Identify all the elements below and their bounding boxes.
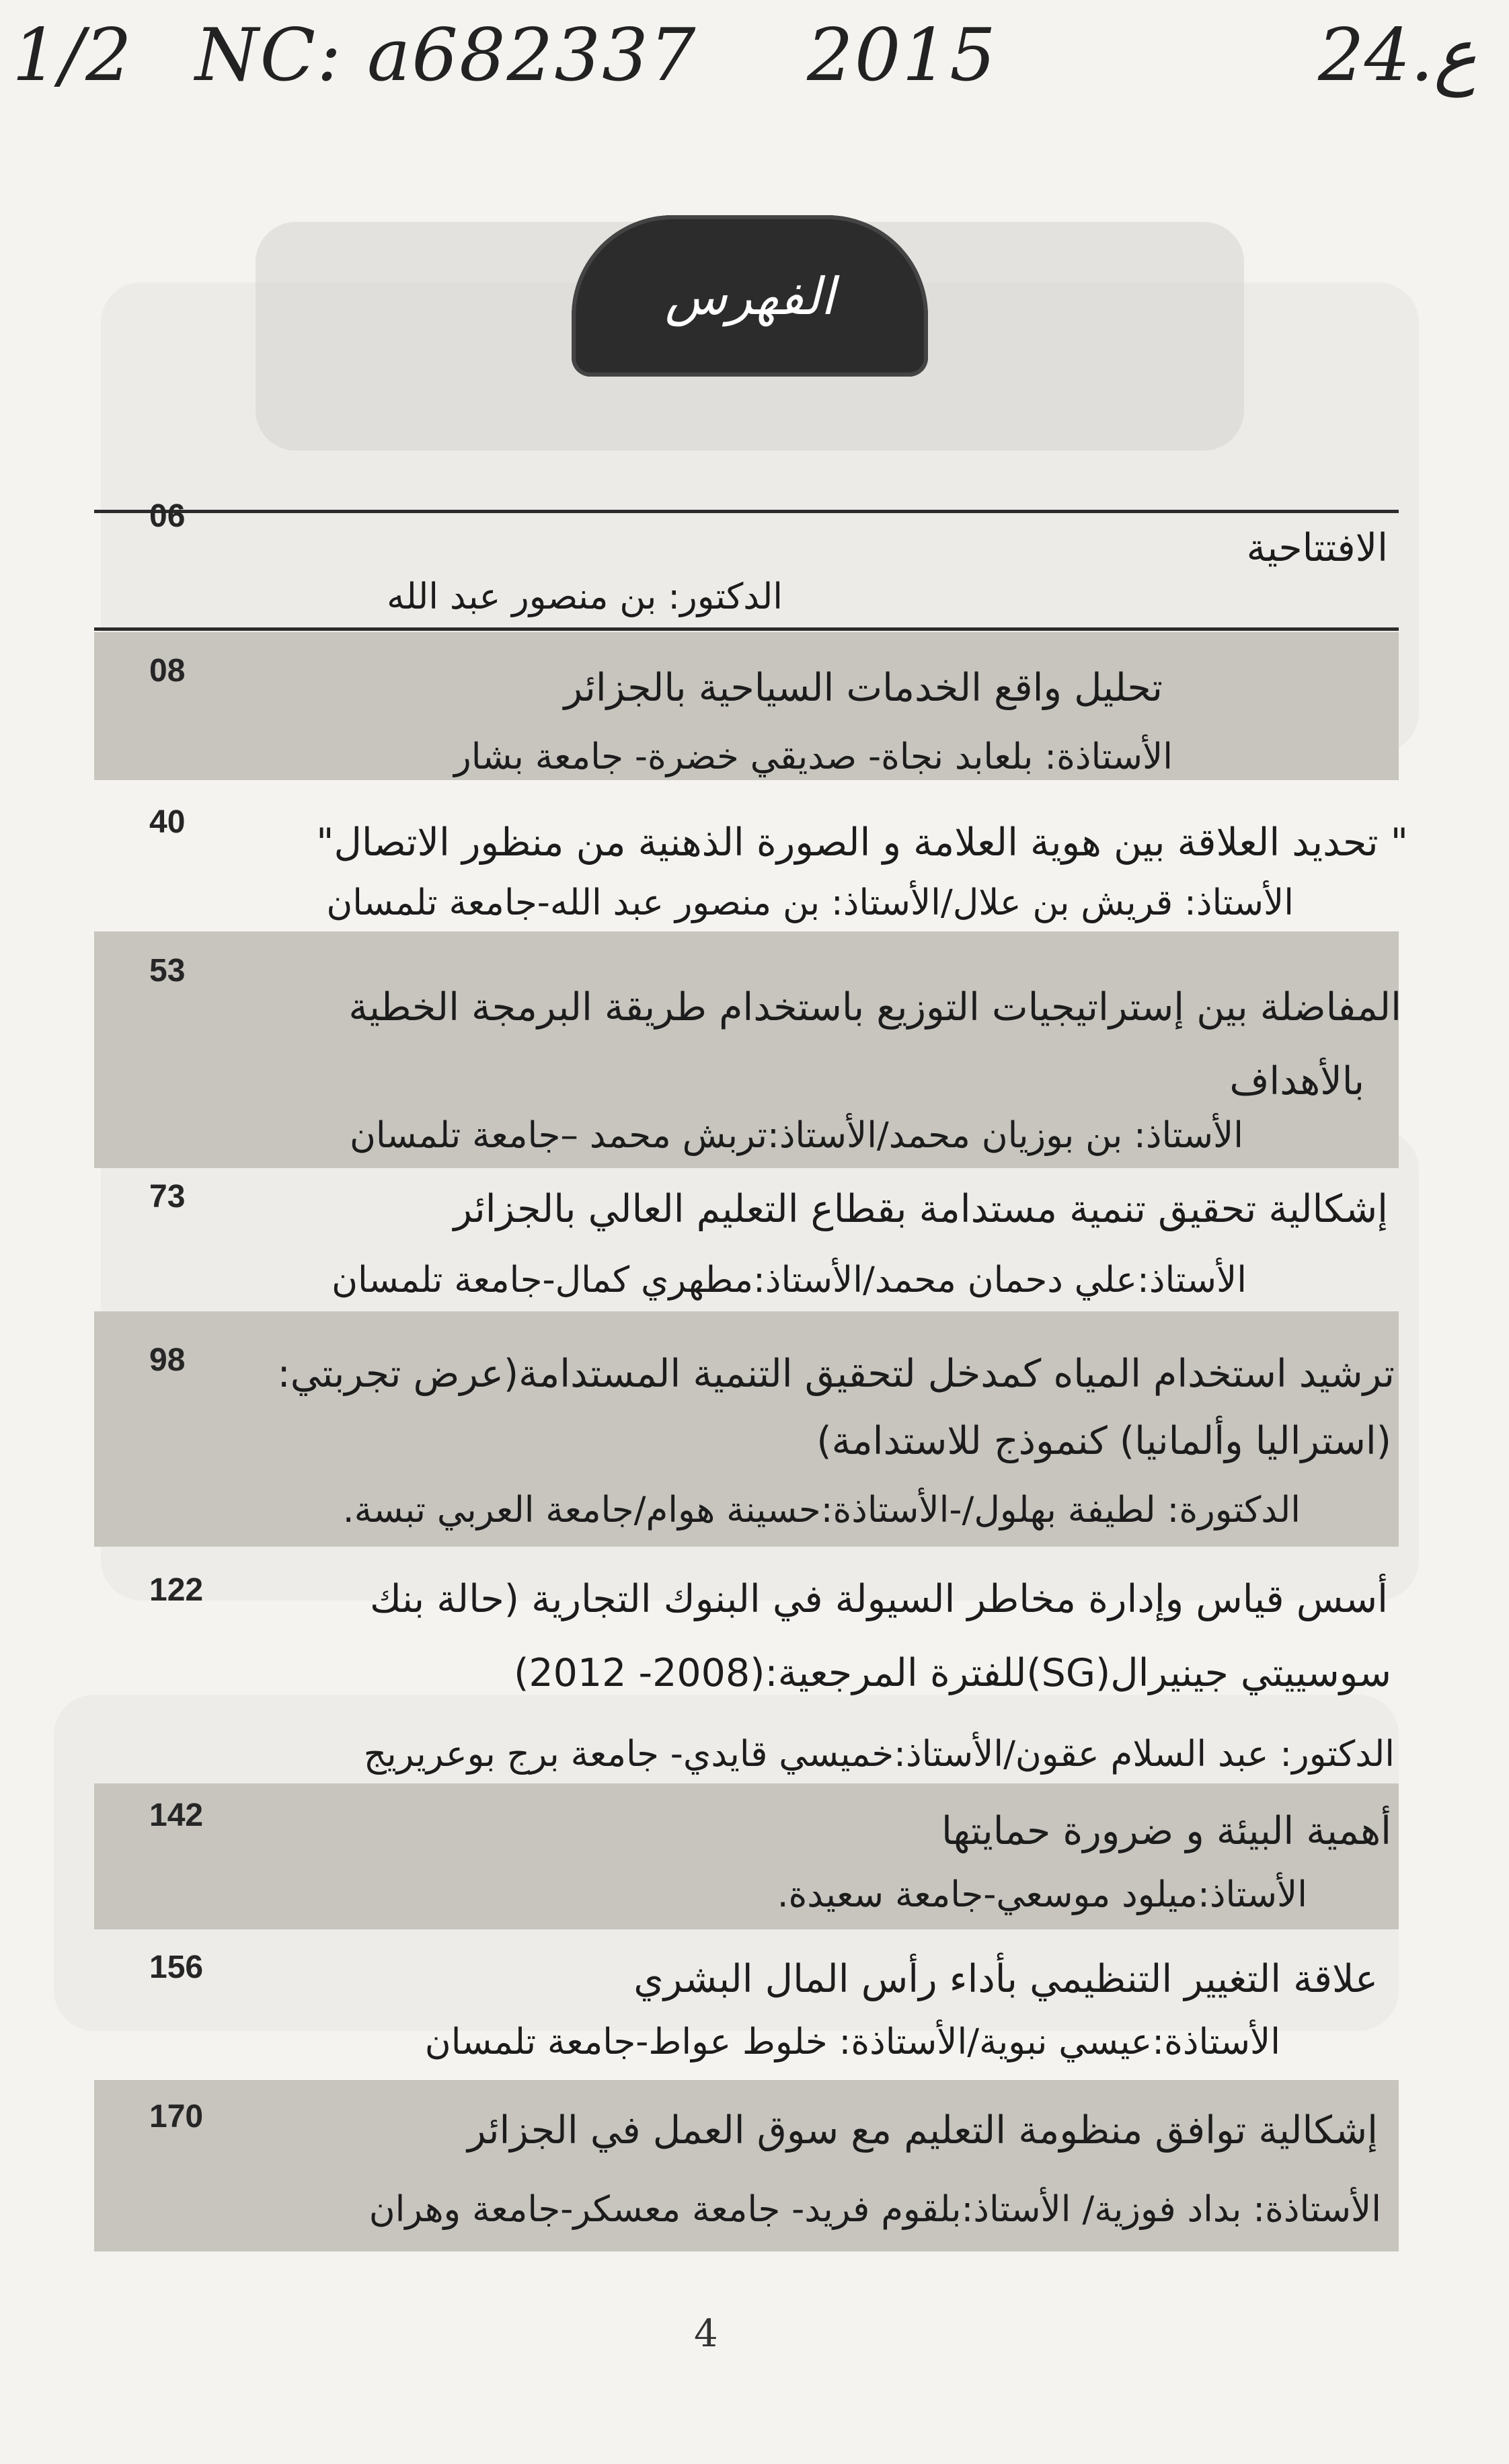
entry-author: الدكتور: عبد السلام عقون/الأستاذ:خميسي قايدي- جامعة برج بوعريريج (363, 1734, 1395, 1775)
entry-author: الدكتورة: لطيفة بهلول/-الأستاذة:حسينة هوام/جامعة العربي تبسة. (342, 1490, 1301, 1531)
entry-author: الأستاذة: بداد فوزية/ الأستاذ:بلقوم فريد- جامعة معسكر-جامعة وهران (369, 2189, 1381, 2230)
entry-title: أهمية البيئة و ضرورة حمايتها (941, 1809, 1391, 1853)
entry-title: سوسييتي جينيرال(SG)للفترة المرجعية:(2008- 2012) (514, 1651, 1391, 1695)
entry-page-number: 170 (149, 2099, 204, 2134)
entry-title: إشكالية توافق منظومة التعليم مع سوق العمل في الجزائر (467, 2108, 1378, 2153)
page-number: 4 (694, 2312, 718, 2356)
entry-page-number: 06 (149, 498, 186, 534)
entry-page-number: 40 (149, 804, 186, 840)
entry-page-number: 142 (149, 1798, 204, 1833)
handwritten-nc-number: NC: a682337 (195, 13, 697, 98)
entry-author: الأستاذ:علي دحمان محمد/الأستاذ:مطهري كمال-جامعة تلمسان (332, 1260, 1247, 1301)
handwritten-year: 2015 (807, 13, 997, 98)
entry-title: الافتتاحية (1246, 526, 1388, 570)
entry-title: المفاضلة بين إستراتيجيات التوزيع باستخدام طريقة البرمجة الخطية (348, 985, 1401, 1030)
top-rule (94, 510, 1399, 513)
entry-author: الدكتور: بن منصور عبد الله (387, 576, 783, 617)
entry-title: أسس قياس وإدارة مخاطر السيولة في البنوك التجارية (حالة بنك (369, 1577, 1388, 1621)
entry-title: (استراليا وألمانيا) كنموذج للاستدامة) (816, 1419, 1391, 1463)
entry-author: الأستاذة: بلعابد نجاة- صديقي خضرة- جامعة بشار (454, 736, 1173, 777)
entry-page-number: 08 (149, 653, 186, 689)
handwritten-volume: 1/2 (12, 13, 133, 98)
entry-page-number: 156 (149, 1950, 204, 1985)
index-title-badge: الفهرس (572, 215, 928, 377)
entry-author: الأستاذ: بن بوزيان محمد/الأستاذ:تربش محمد –جامعة تلمسان (349, 1115, 1243, 1156)
entry-page-number: 53 (149, 953, 186, 989)
entry-page-number: 73 (149, 1179, 186, 1215)
entry-author: الأستاذ:ميلود موسعي-جامعة سعيدة. (777, 1874, 1307, 1915)
entry-title: ترشيد استخدام المياه كمدخل لتحقيق التنمية المستدامة(عرض تجربتي: (277, 1352, 1395, 1396)
handwritten-classification: 24.ع (1318, 13, 1477, 98)
entry-title: بالأهداف (1229, 1059, 1364, 1104)
entry-page-number: 122 (149, 1572, 204, 1608)
entry-author: الأستاذة:عيسي نبوية/الأستاذة: خلوط عواط-جامعة تلمسان (424, 2022, 1280, 2063)
entry-title: تحليل واقع الخدمات السياحية بالجزائر (564, 666, 1163, 710)
entry-page-number: 98 (149, 1342, 186, 1378)
entry-title: علاقة التغيير التنظيمي بأداء رأس المال البشري (633, 1957, 1378, 2001)
entry-title: إشكالية تحقيق تنمية مستدامة بقطاع التعليم العالي بالجزائر (453, 1187, 1388, 1231)
section-rule (94, 627, 1399, 631)
entry-title: " تحديد العلاقة بين هوية العلامة و الصورة الذهنية من منظور الاتصال" (316, 820, 1408, 865)
entry-author: الأستاذ: قريش بن علال/الأستاذ: بن منصور عبد الله-جامعة تلمسان (326, 882, 1294, 923)
